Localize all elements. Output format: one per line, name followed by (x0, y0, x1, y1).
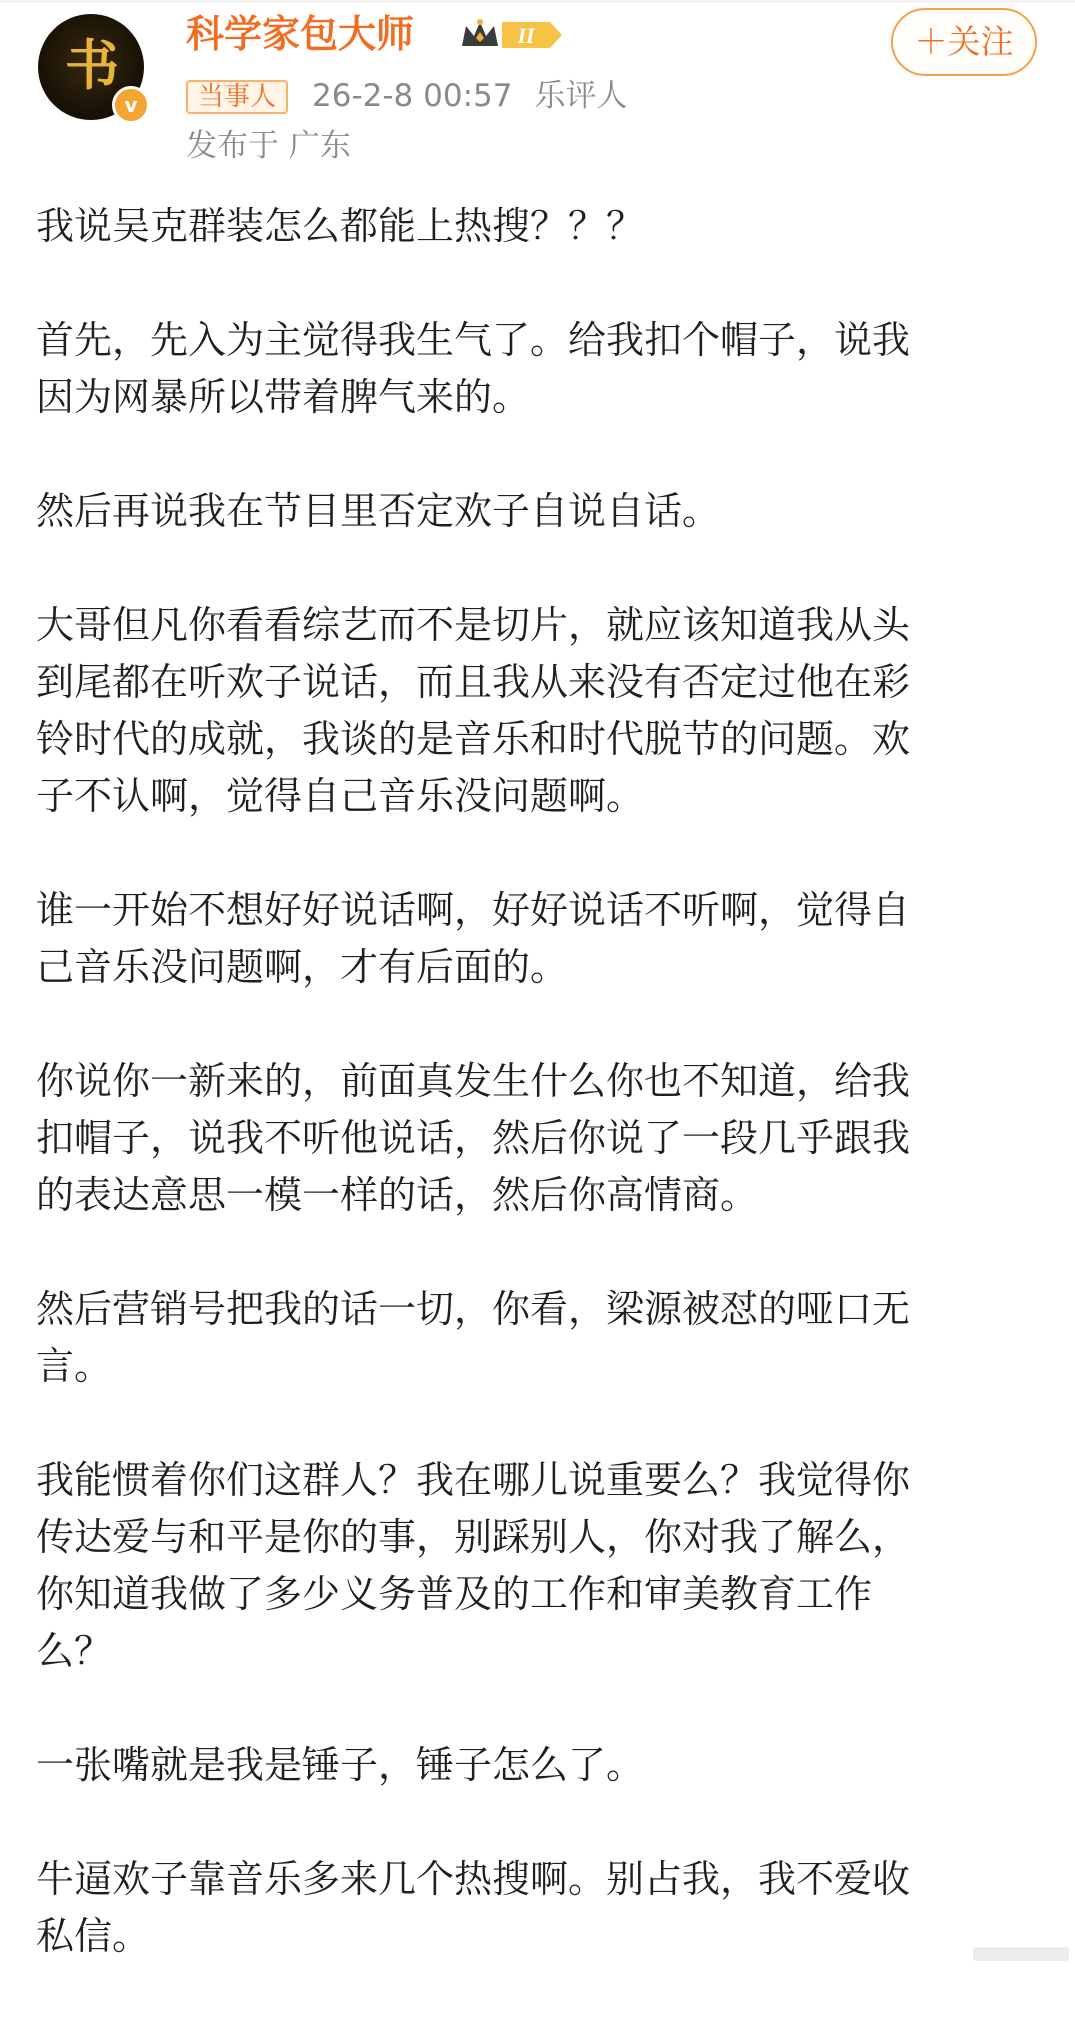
vip-level-text: II (517, 23, 535, 48)
avatar-mark: 书 (65, 34, 117, 97)
post-header (0, 0, 1075, 190)
username[interactable]: 科学家包大师 (186, 12, 415, 56)
post-location: 发布于 广东 (186, 128, 351, 164)
crown-icon (462, 19, 498, 46)
post-paragraph: 牛逼欢子靠音乐多来几个热搜啊。别占我，我不爱收 私信。 (36, 1857, 911, 1958)
post-paragraph: 然后再说我在节目里否定欢子自说自话。 (36, 489, 721, 533)
post-category: 乐评人 (534, 78, 628, 114)
post-paragraph: 一张嘴就是我是锤子，锤子怎么了。 (36, 1743, 645, 1787)
post-body (36, 198, 1036, 2022)
verified-badge-icon: v (112, 86, 150, 124)
post-paragraph: 我能惯着你们这群人？我在哪儿说重要么？我觉得你 传达爱与和平是你的事，别踩别人，你对我了解么， 你知道我做了多少义务普及的工作和审美教育工作 么？ (36, 1458, 911, 1673)
post-paragraph: 你说你一新来的，前面真发生什么你也不知道，给我 扣帽子，说我不听他说话，然后你说了一段几乎跟我 的表达意思一模一样的话，然后你高情商。 (36, 1059, 911, 1217)
post-paragraph: 首先，先入为主觉得我生气了。给我扣个帽子，说我 因为网暴所以带着脾气来的。 (36, 318, 911, 419)
post-paragraph: 谁一开始不想好好说话啊，好好说话不听啊，觉得自 己音乐没问题啊，才有后面的。 (36, 888, 911, 989)
party-tag: 当事人 (186, 80, 288, 114)
post-paragraph: 我说吴克群装怎么都能上热搜？？？ (36, 204, 645, 248)
post-timestamp[interactable]: 26-2-8 00:57 (312, 78, 513, 114)
vip-level-badge[interactable] (458, 16, 566, 54)
watermark-icon (973, 1943, 1069, 1965)
post-meta (312, 74, 649, 118)
post-paragraph: 然后营销号把我的话一切，你看，梁源被怼的哑口无 言。 (36, 1287, 911, 1388)
follow-button[interactable]: ＋关注 (891, 8, 1037, 76)
post-paragraph: 大哥但凡你看看综艺而不是切片，就应该知道我从头 到尾都在听欢子说话，而且我从来没有否定过他在彩 铃时代的成就，我谈的是音乐和时代脱节的问题。欢 子不认啊，觉得自己音乐没问题啊。 (36, 603, 911, 818)
